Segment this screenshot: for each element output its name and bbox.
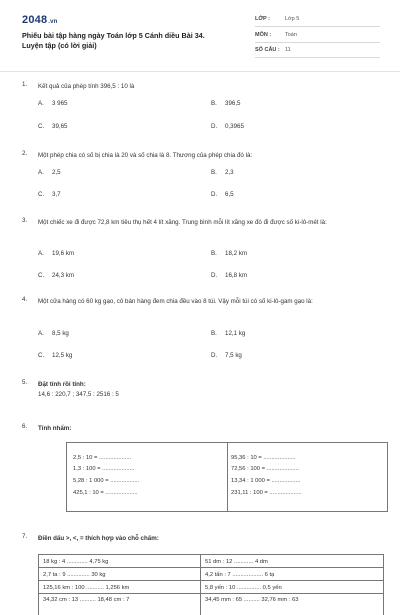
- meta-value: 11: [285, 47, 291, 53]
- option-label: B.: [211, 330, 217, 337]
- option-label: D.: [211, 272, 218, 279]
- option-value: 8,5 kg: [52, 330, 69, 337]
- question-5-expression: 14,6 : 220,7 ; 347,5 : 2516 : 5: [38, 391, 119, 398]
- table-row-line: [39, 567, 383, 568]
- option-value: 2,5: [52, 169, 61, 176]
- mental-math-box: [66, 442, 388, 512]
- option-a[interactable]: [38, 250, 74, 257]
- question-number: 5.: [22, 379, 28, 386]
- option-b[interactable]: [211, 250, 247, 257]
- option-value: 3 965: [52, 100, 68, 107]
- meta-class-row: [255, 14, 380, 27]
- table-row-line: [39, 580, 383, 581]
- box-divider: [227, 443, 228, 511]
- question-text: Đặt tính rồi tính:: [38, 381, 86, 388]
- compare-item[interactable]: 18 kg : 4 ............. 4,75 kg: [43, 559, 109, 565]
- option-d[interactable]: [211, 352, 242, 359]
- option-value: 16,8 km: [225, 272, 248, 279]
- header-divider: [0, 71, 400, 72]
- option-a[interactable]: [38, 330, 69, 337]
- question-number: 2.: [22, 150, 28, 157]
- option-value: 24,3 km: [52, 272, 75, 279]
- question-text: Một cửa hàng có 60 kg gạo, cô bán hàng đem chia đều vào 8 túi. Vậy mỗi túi có số ki-lô-gam gạo là:: [38, 298, 313, 305]
- option-c[interactable]: [38, 272, 74, 279]
- option-c[interactable]: [38, 191, 61, 198]
- mental-math-item[interactable]: 95,36 : 10 = ....................: [231, 455, 296, 461]
- option-label: A.: [38, 169, 44, 176]
- question-text: Một phép chia có số bị chia là 20 và số chia là 8. Thương của phép chia đó là:: [38, 152, 253, 159]
- option-label: C.: [38, 352, 45, 359]
- option-d[interactable]: [211, 123, 244, 130]
- option-value: 396,5: [225, 100, 241, 107]
- option-label: D.: [211, 123, 218, 130]
- option-c[interactable]: [38, 123, 67, 130]
- option-value: 12,5 kg: [52, 352, 73, 359]
- option-d[interactable]: [211, 191, 234, 198]
- option-value: 12,1 kg: [225, 330, 246, 337]
- compare-item[interactable]: 51 dm : 12 ............ 4 dm: [205, 559, 268, 565]
- compare-item[interactable]: 34,32 cm : 13 .......... 18,48 cm : 7: [43, 597, 130, 603]
- mental-math-item[interactable]: 5,28 : 1 000 = ..................: [73, 478, 140, 484]
- option-c[interactable]: [38, 352, 72, 359]
- compare-item[interactable]: 5,8 yến : 10 ............... 0,5 yến: [205, 585, 282, 591]
- option-label: C.: [38, 191, 45, 198]
- question-text: Kết quả của phép tính 396,5 : 10 là: [38, 83, 135, 90]
- document-title: Phiếu bài tập hàng ngày Toán lớp 5 Cánh diều Bài 34. Luyện tập (có lời giải): [22, 31, 205, 50]
- question-number: 6.: [22, 423, 28, 430]
- table-divider: [200, 555, 201, 615]
- question-number: 3.: [22, 217, 28, 224]
- option-label: A.: [38, 330, 44, 337]
- option-label: D.: [211, 191, 218, 198]
- meta-label: SỐ CÂU :: [255, 47, 280, 53]
- option-label: D.: [211, 352, 218, 359]
- option-value: 2,3: [225, 169, 234, 176]
- question-number: 7.: [22, 533, 28, 540]
- meta-value: Lớp 5: [285, 16, 300, 22]
- meta-label: LỚP :: [255, 16, 270, 22]
- option-a[interactable]: [38, 169, 61, 176]
- option-value: 39,65: [52, 123, 68, 130]
- option-value: 0,3965: [225, 123, 244, 130]
- mental-math-item[interactable]: 1,3 : 100 = ....................: [73, 466, 135, 472]
- option-b[interactable]: [211, 330, 245, 337]
- option-a[interactable]: [38, 100, 67, 107]
- meta-label: MÔN :: [255, 32, 272, 38]
- mental-math-item[interactable]: 2,5 : 10 = ....................: [73, 455, 132, 461]
- table-row-line: [39, 593, 383, 594]
- mental-math-item[interactable]: 231,11 : 100 = ....................: [231, 490, 302, 496]
- option-label: B.: [211, 169, 217, 176]
- question-text: Điền dấu >, <, = thích hợp vào chỗ chấm:: [38, 535, 159, 542]
- meta-value: Toán: [285, 32, 297, 38]
- option-b[interactable]: [211, 169, 234, 176]
- option-b[interactable]: [211, 100, 240, 107]
- compare-item[interactable]: 125,16 km : 100 ........... 1,256 km: [43, 585, 130, 591]
- option-label: A.: [38, 100, 44, 107]
- question-number: 4.: [22, 296, 28, 303]
- option-label: C.: [38, 272, 45, 279]
- option-value: 7,5 kg: [225, 352, 242, 359]
- meta-subject-row: [255, 30, 380, 43]
- site-logo[interactable]: [22, 14, 58, 26]
- option-label: B.: [211, 100, 217, 107]
- compare-item[interactable]: 34,45 mm : 65 .......... 32,76 mm : 63: [205, 597, 299, 603]
- mental-math-item[interactable]: 425,1 : 10 = ....................: [73, 490, 138, 496]
- option-d[interactable]: [211, 272, 247, 279]
- logo-suffix: .vn: [48, 19, 58, 25]
- logo-text: 2048: [22, 14, 48, 26]
- question-text: Tính nhẩm:: [38, 425, 72, 432]
- option-value: 3,7: [52, 191, 61, 198]
- option-label: C.: [38, 123, 45, 130]
- question-number: 1.: [22, 81, 28, 88]
- compare-table: [38, 554, 384, 615]
- meta-count-row: [255, 45, 380, 58]
- compare-item[interactable]: 2,7 ta : 9 .............. 30 kg: [43, 572, 106, 578]
- question-text: Một chiếc xe đi được 72,8 km tiêu thụ hết 4 lít xăng. Trung bình mỗi lít xăng xe đó đi được số ki-lô-mét là:: [38, 219, 327, 226]
- option-label: B.: [211, 250, 217, 257]
- compare-item[interactable]: 4,2 tấn : 7 ................... 6 tạ: [205, 572, 275, 578]
- option-value: 19,6 km: [52, 250, 75, 257]
- option-value: 18,2 km: [225, 250, 248, 257]
- option-label: A.: [38, 250, 44, 257]
- option-value: 6,5: [225, 191, 234, 198]
- mental-math-item[interactable]: 72,56 : 100 = ....................: [231, 466, 299, 472]
- mental-math-item[interactable]: 13,34 : 1 000 = ..................: [231, 478, 301, 484]
